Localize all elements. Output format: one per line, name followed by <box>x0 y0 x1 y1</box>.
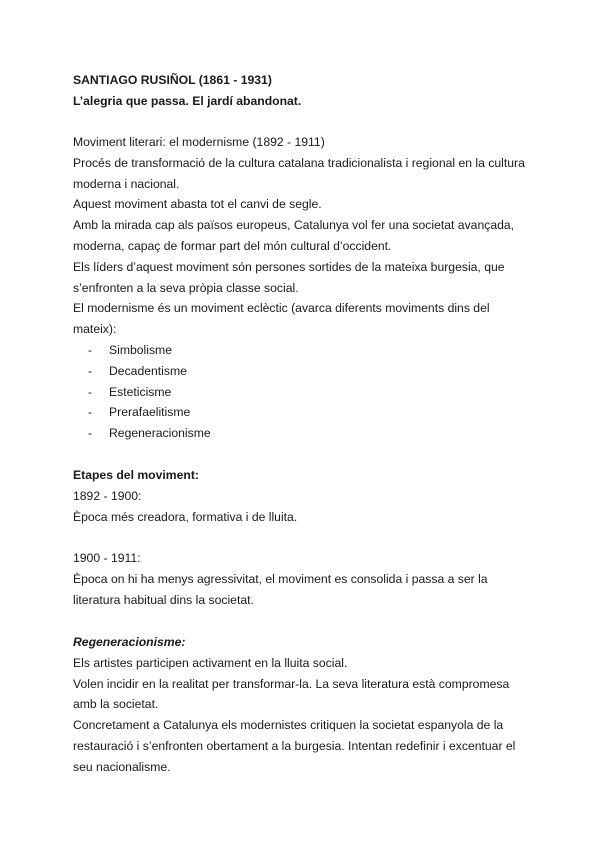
list-item <box>73 402 543 423</box>
stage-period: 1900 - 1911: <box>73 551 141 565</box>
list-item <box>73 361 543 382</box>
bullet-dash: - <box>88 405 93 420</box>
bullet-dash: - <box>88 342 93 357</box>
stage-description: Època on hi ha menys agressivitat, el moviment es consolida i passa a ser la <box>73 571 488 586</box>
paragraph-line: Concretament a Catalunya els modernistes critiquen la societat espanyola de la <box>73 718 504 733</box>
list-item-label: Prerafaelitisme <box>109 405 191 420</box>
stage-two <box>73 548 543 610</box>
section-heading: Regeneracionisme: <box>73 635 186 649</box>
document-header <box>73 70 543 112</box>
intro-line: Procés de transformació de la cultura catalana tradicionalista i regional en la cultura <box>73 155 525 170</box>
movements-list <box>73 340 543 444</box>
paragraph-line: seu nacionalisme. <box>73 759 171 774</box>
intro-line: s’enfronten a la seva pròpia classe social. <box>73 280 299 295</box>
intro-line: moderna i nacional. <box>73 176 180 191</box>
intro-line: Moviment literari: el modernisme (1892 - 1911) <box>73 135 325 149</box>
paragraph-line: restauració i s’enfronten obertament a la burgesia. Intentan redefinir i excentuar el <box>73 738 516 753</box>
stages-section <box>73 465 543 527</box>
intro-line: mateix): <box>73 322 117 337</box>
paragraph-line: Volen incidir en la realitat per transformar-la. La seva literatura està compromesa <box>73 676 510 691</box>
author-title: SANTIAGO RUSIÑOL (1861 - 1931) <box>73 73 272 87</box>
intro-line: Aquest moviment abasta tot el canvi de segle. <box>73 197 322 212</box>
list-item <box>73 340 543 361</box>
list-item-label: Decadentisme <box>109 363 187 378</box>
stage-period: 1892 - 1900: <box>73 488 142 503</box>
list-item-label: Regeneracionisme <box>109 426 211 441</box>
list-item-label: Esteticisme <box>109 384 172 399</box>
intro-line: moderna, capaç de formar part del món cultural d’occident. <box>73 238 392 253</box>
list-item <box>73 423 543 444</box>
paragraph-line: Els artistes participen activament en la lluita social. <box>73 655 348 670</box>
bullet-dash: - <box>88 363 93 378</box>
works-title: L’alegria que passa. El jardí abandonat. <box>73 93 302 108</box>
regeneracionisme-section <box>73 632 543 778</box>
intro-section <box>73 132 543 444</box>
bullet-dash: - <box>88 384 93 399</box>
section-heading: Etapes del moviment: <box>73 468 199 482</box>
list-item-label: Simbolisme <box>109 342 172 357</box>
stage-description: literatura habitual dins la societat. <box>73 592 254 607</box>
paragraph-line: amb la societat. <box>73 697 159 712</box>
intro-line: Amb la mirada cap als països europeus, Catalunya vol fer una societat avançada, <box>73 218 515 233</box>
intro-line: El modernisme és un moviment eclèctic (avarca diferents moviments dins del <box>73 301 490 316</box>
stage-description: Època més creadora, formativa i de lluita. <box>73 509 298 524</box>
bullet-dash: - <box>88 426 93 441</box>
list-item <box>73 382 543 403</box>
intro-line: Els líders d’aquest moviment són persones sortides de la mateixa burgesia, que <box>73 259 505 274</box>
